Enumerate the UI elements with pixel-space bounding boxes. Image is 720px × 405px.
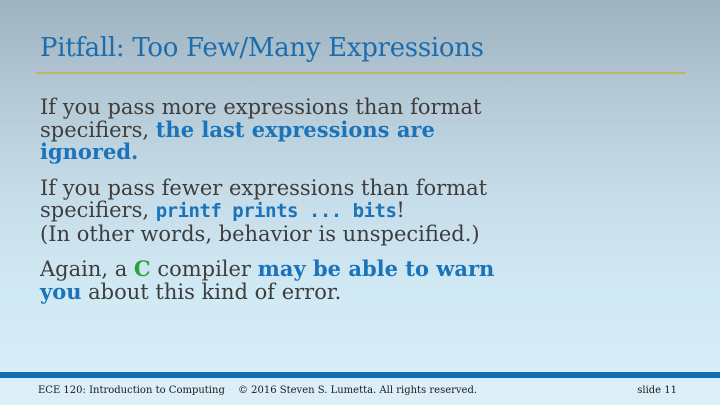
text-segment: Again, a xyxy=(40,257,134,281)
text-segment: printf prints ... bits xyxy=(155,200,397,222)
text-line xyxy=(40,278,660,304)
text-line xyxy=(40,199,660,223)
text-segment: C xyxy=(133,256,151,281)
paragraph xyxy=(40,177,660,246)
paragraph xyxy=(40,258,660,303)
text-segment: ! xyxy=(396,198,405,222)
slide-body xyxy=(40,96,660,316)
text-segment: the last expressions are xyxy=(155,116,435,142)
paragraph xyxy=(40,96,660,164)
text-segment: If you pass fewer expressions than format xyxy=(40,175,488,200)
text-line xyxy=(40,177,660,200)
text-line xyxy=(40,96,660,119)
footer xyxy=(0,378,720,405)
text-segment: compiler xyxy=(150,257,258,281)
text-segment: may be able to warn xyxy=(257,256,495,281)
text-segment: you xyxy=(40,278,82,304)
text-segment: specifiers, xyxy=(40,198,156,222)
slide-title: Pitfall: Too Few/Many Expressions xyxy=(40,33,484,63)
text-segment: (In other words, behavior is unspecified.) xyxy=(40,221,480,246)
text-line xyxy=(40,141,660,164)
text-segment: If you pass more expressions than format xyxy=(40,95,482,119)
text-segment: ignored. xyxy=(40,139,139,164)
footer-slide-number: slide 11 xyxy=(637,385,677,396)
text-line xyxy=(40,223,660,246)
text-segment: specifiers, xyxy=(40,117,156,142)
title-underline xyxy=(36,72,685,74)
text-line xyxy=(40,116,660,142)
footer-copyright: © 2016 Steven S. Lumetta. All rights reserved. xyxy=(237,385,478,396)
text-line xyxy=(40,258,660,281)
footer-course-name: ECE 120: Introduction to Computing xyxy=(38,385,225,396)
text-segment: about this kind of error. xyxy=(81,279,342,304)
